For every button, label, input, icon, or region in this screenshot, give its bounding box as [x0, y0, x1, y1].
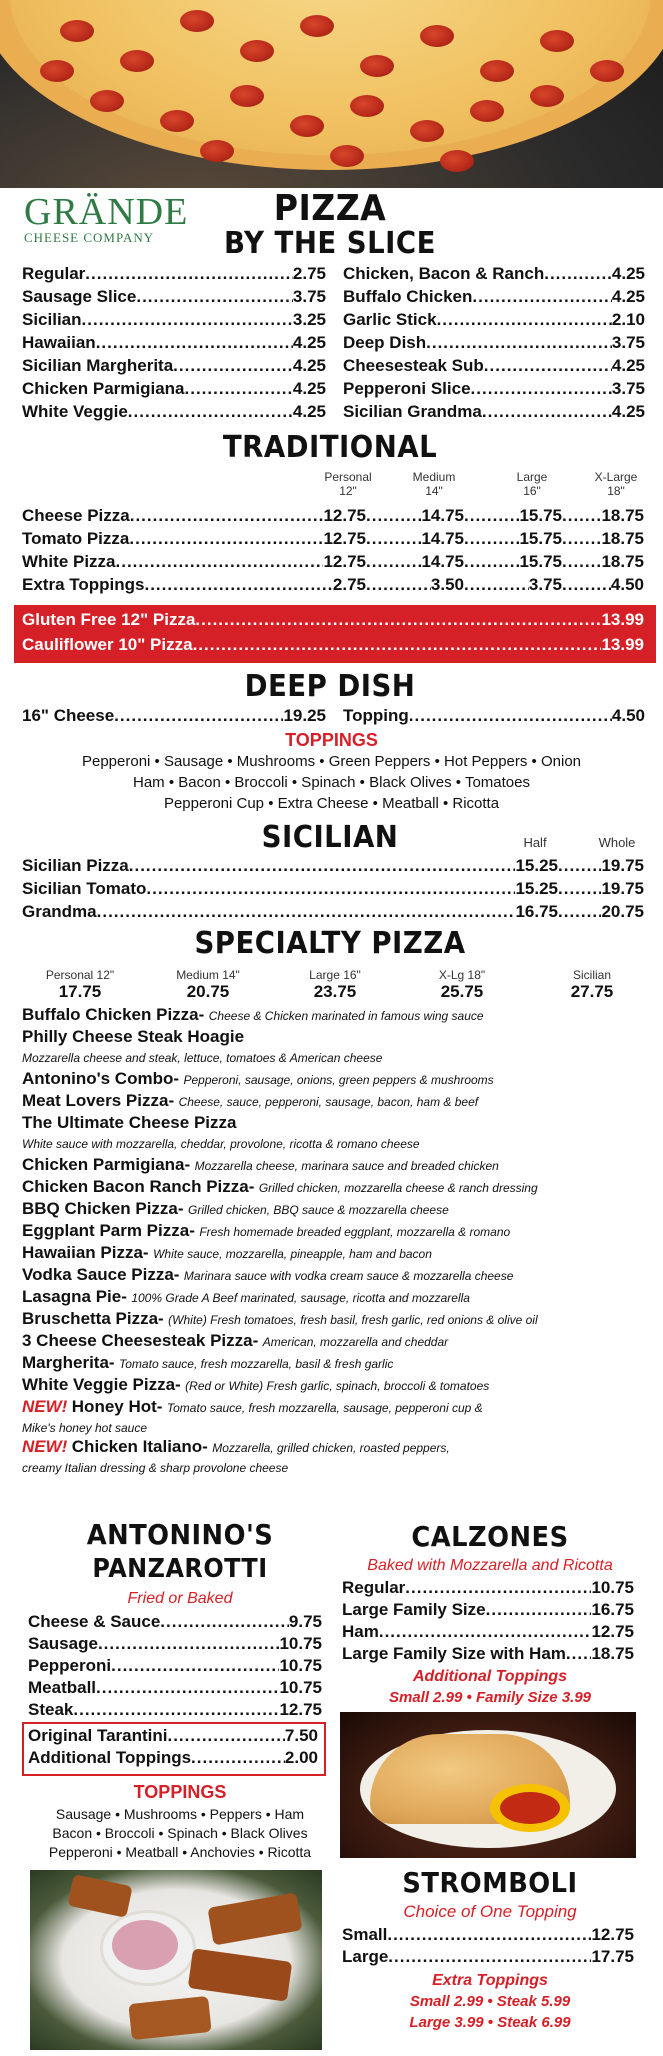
list-item: NEW! Chicken Italiano- Mozzarella, grilled chicken, roasted peppers, [22, 1437, 450, 1456]
table-row: Tomato Pizza ..... 12.75 ..... 14.75 ..... 15.75 ..... 18.75 [22, 529, 644, 551]
list-item: Lasagna Pie- 100% Grade A Beef marinated, sausage, ricotta and mozzarella [22, 1287, 470, 1306]
list-item: Pepperoni Slice ..... 3.75 [343, 379, 645, 399]
list-item: 3 Cheese Cheesesteak Pizza- American, mozzarella and cheddar [22, 1331, 449, 1350]
grande-logo: GRÄNDE CHEESE COMPANY [24, 191, 189, 245]
calzones-title: CALZONES [411, 1520, 569, 1553]
list-item: Sicilian Grandma ..... 4.25 [343, 402, 645, 422]
list-item: BBQ Chicken Pizza- Grilled chicken, BBQ sauce & mozzarella cheese [22, 1199, 449, 1218]
special-crust-bar [14, 605, 656, 663]
list-item: Antonino's Combo- Pepperoni, sausage, onions, green peppers & mushrooms [22, 1069, 494, 1088]
list-item: Steak ..... 12.75 [28, 1700, 322, 1720]
panzarotti-photo [30, 1870, 322, 2050]
list-item: Meatball ..... 10.75 [28, 1678, 322, 1698]
deep-dish-title: DEEP DISH [244, 669, 416, 704]
list-item: Sicilian Margherita ..... 4.25 [22, 356, 326, 376]
sicilian-title: SICILIAN [261, 820, 399, 855]
specialty-size: Sicilian 27.75 [570, 968, 614, 1001]
list-item: Ham ..... 12.75 [342, 1622, 634, 1642]
topping-line: Pepperoni Cup • Extra Cheese • Meatball • Ricotta [163, 795, 500, 812]
list-item: Chicken, Bacon & Ranch ..... 4.25 [343, 264, 645, 284]
list-item: Bruschetta Pizza- (White) Fresh tomatoes, fresh basil, fresh garlic, red onions & olive oil [22, 1309, 538, 1328]
specialty-pizza-title: SPECIALTY PIZZA [194, 926, 466, 961]
list-item: White Veggie Pizza- (Red or White) Fresh garlic, spinach, broccoli & tomatoes [22, 1375, 490, 1394]
topping-line: Bacon • Broccoli • Spinach • Black Olives [52, 1825, 308, 1841]
whole-header: Whole [598, 835, 636, 850]
size-header: Large 16" [516, 470, 548, 498]
list-item: Hawaiian ..... 4.25 [22, 333, 326, 353]
list-item: Gluten Free 12" Pizza ..... 13.99 [22, 610, 644, 630]
table-row: Grandma ..... 16.75 ..... 20.75 [22, 902, 644, 924]
list-item: Sicilian ..... 3.25 [22, 310, 326, 330]
table-row: White Pizza ..... 12.75 ..... 14.75 ..... 15.75 ..... 18.75 [22, 552, 644, 574]
list-item: Regular ..... 10.75 [342, 1578, 634, 1598]
list-item: The Ultimate Cheese Pizza [22, 1113, 237, 1132]
table-row: Sicilian Pizza ..... 15.25 ..... 19.75 [22, 856, 644, 878]
table-row: Extra Toppings ..... 2.75 ..... 3.50 ..... 3.75 ..... 4.50 [22, 575, 644, 597]
list-item: Cheesesteak Sub ..... 4.25 [343, 356, 645, 376]
stromboli-extra-title: Extra Toppings [432, 1972, 548, 1989]
list-item: Large Family Size ..... 16.75 [342, 1600, 634, 1620]
specialty-size: Personal 12" 17.75 [45, 968, 115, 1001]
stromboli-extra-small: Small 2.99 • Steak 5.99 [409, 1993, 571, 2010]
calzones-add-prices: Small 2.99 • Family Size 3.99 [388, 1689, 592, 1706]
table-row: Cheese Pizza ..... 12.75 ..... 14.75 ..... 15.75 ..... 18.75 [22, 506, 644, 528]
size-header: Personal 12" [324, 470, 372, 498]
list-item: Eggplant Parm Pizza- Fresh homemade breaded eggplant, mozzarella & romano [22, 1221, 511, 1240]
list-item: Regular ..... 2.75 [22, 264, 326, 284]
by-the-slice-title: BY THE SLICE [224, 226, 436, 261]
list-item: Cheese & Sauce ..... 9.75 [28, 1612, 322, 1632]
list-item: Philly Cheese Steak Hoagie [22, 1027, 245, 1046]
list-item: Meat Lovers Pizza- Cheese, sauce, pepperoni, sausage, bacon, ham & beef [22, 1091, 479, 1110]
list-item: Chicken Parmigiana- Mozzarella cheese, marinara sauce and breaded chicken [22, 1155, 499, 1174]
list-item: Deep Dish ..... 3.75 [343, 333, 645, 353]
pizza-title: PIZZA [273, 188, 387, 229]
size-header: Medium 14" [412, 470, 456, 498]
calzones-subtitle: Baked with Mozzarella and Ricotta [367, 1557, 613, 1574]
list-item: Additional Toppings ..... 2.00 [28, 1748, 318, 1768]
list-item: creamy Italian dressing & sharp provolone cheese [22, 1461, 289, 1475]
topping-line: Sausage • Mushrooms • Peppers • Ham [55, 1806, 305, 1822]
stromboli-title: STROMBOLI [402, 1866, 578, 1899]
list-item: Original Tarantini ..... 7.50 [28, 1726, 318, 1746]
list-item: Vodka Sauce Pizza- Marinara sauce with vodka cream sauce & mozzarella cheese [22, 1265, 514, 1284]
panzarotti-toppings-title: TOPPINGS [133, 1782, 227, 1802]
panzarotti-title: ANTONINO'S [86, 1518, 274, 1551]
list-item: Buffalo Chicken Pizza- Cheese & Chicken marinated in famous wing sauce [22, 1005, 484, 1024]
topping-line: Pepperoni • Meatball • Anchovies • Ricotta [48, 1844, 312, 1860]
table-row: Sicilian Tomato ..... 15.25 ..... 19.75 [22, 879, 644, 901]
stromboli-subtitle: Choice of One Topping [403, 1902, 577, 1921]
stromboli-extra-large: Large 3.99 • Steak 6.99 [409, 2014, 571, 2031]
panzarotti-title-2: PANZAROTTI [92, 1554, 268, 1584]
list-item: Hawaiian Pizza- White sauce, mozzarella, pineapple, ham and bacon [22, 1243, 432, 1262]
list-item: Margherita- Tomato sauce, fresh mozzarella, basil & fresh garlic [22, 1353, 394, 1372]
topping-line: Ham • Bacon • Broccoli • Spinach • Black Olives • Tomatoes [133, 774, 530, 791]
deep-dish-toppings-title: TOPPINGS [285, 730, 378, 750]
list-item: NEW! Honey Hot- Tomato sauce, fresh mozzarella, sausage, pepperoni cup & [22, 1397, 483, 1416]
list-item: White sauce with mozzarella, cheddar, provolone, ricotta & romano cheese [22, 1137, 420, 1151]
list-item: Chicken Parmigiana ..... 4.25 [22, 379, 326, 399]
specialty-size: X-Lg 18" 25.75 [438, 968, 486, 1001]
pizza-hero-photo [0, 0, 663, 188]
list-item: Buffalo Chicken ..... 4.25 [343, 287, 645, 307]
list-item: Cauliflower 10" Pizza ..... 13.99 [22, 635, 644, 655]
list-item: Large Family Size with Ham ..... 18.75 [342, 1644, 634, 1664]
calzones-add-title: Additional Toppings [412, 1668, 568, 1685]
panzarotti-subtitle: Fried or Baked [127, 1590, 233, 1607]
tarantini-box [22, 1722, 326, 1776]
list-item: Garlic Stick ..... 2.10 [343, 310, 645, 330]
list-item: Sausage Slice ..... 3.75 [22, 287, 326, 307]
list-item: Large ..... 17.75 [342, 1947, 634, 1967]
traditional-title: TRADITIONAL [222, 430, 438, 465]
list-item: Mike's honey hot sauce [22, 1421, 148, 1435]
list-item: Sausage ..... 10.75 [28, 1634, 322, 1654]
specialty-size: Medium 14" 20.75 [176, 968, 240, 1001]
topping-line: Pepperoni • Sausage • Mushrooms • Green Peppers • Hot Peppers • Onion [81, 753, 582, 770]
list-item: Mozzarella cheese and steak, lettuce, tomatoes & American cheese [22, 1051, 383, 1065]
specialty-size: Large 16" 23.75 [309, 968, 361, 1001]
half-header: Half [523, 835, 547, 850]
list-item: Chicken Bacon Ranch Pizza- Grilled chicken, mozzarella cheese & ranch dressing [22, 1177, 538, 1196]
size-header: X-Large 18" [594, 470, 638, 498]
list-item: Pepperoni ..... 10.75 [28, 1656, 322, 1676]
calzone-photo [340, 1712, 636, 1858]
list-item: Small ..... 12.75 [342, 1925, 634, 1945]
list-item: Topping ..... 4.50 [343, 706, 645, 726]
list-item: 16" Cheese ..... 19.25 [22, 706, 326, 726]
list-item: White Veggie ..... 4.25 [22, 402, 326, 422]
